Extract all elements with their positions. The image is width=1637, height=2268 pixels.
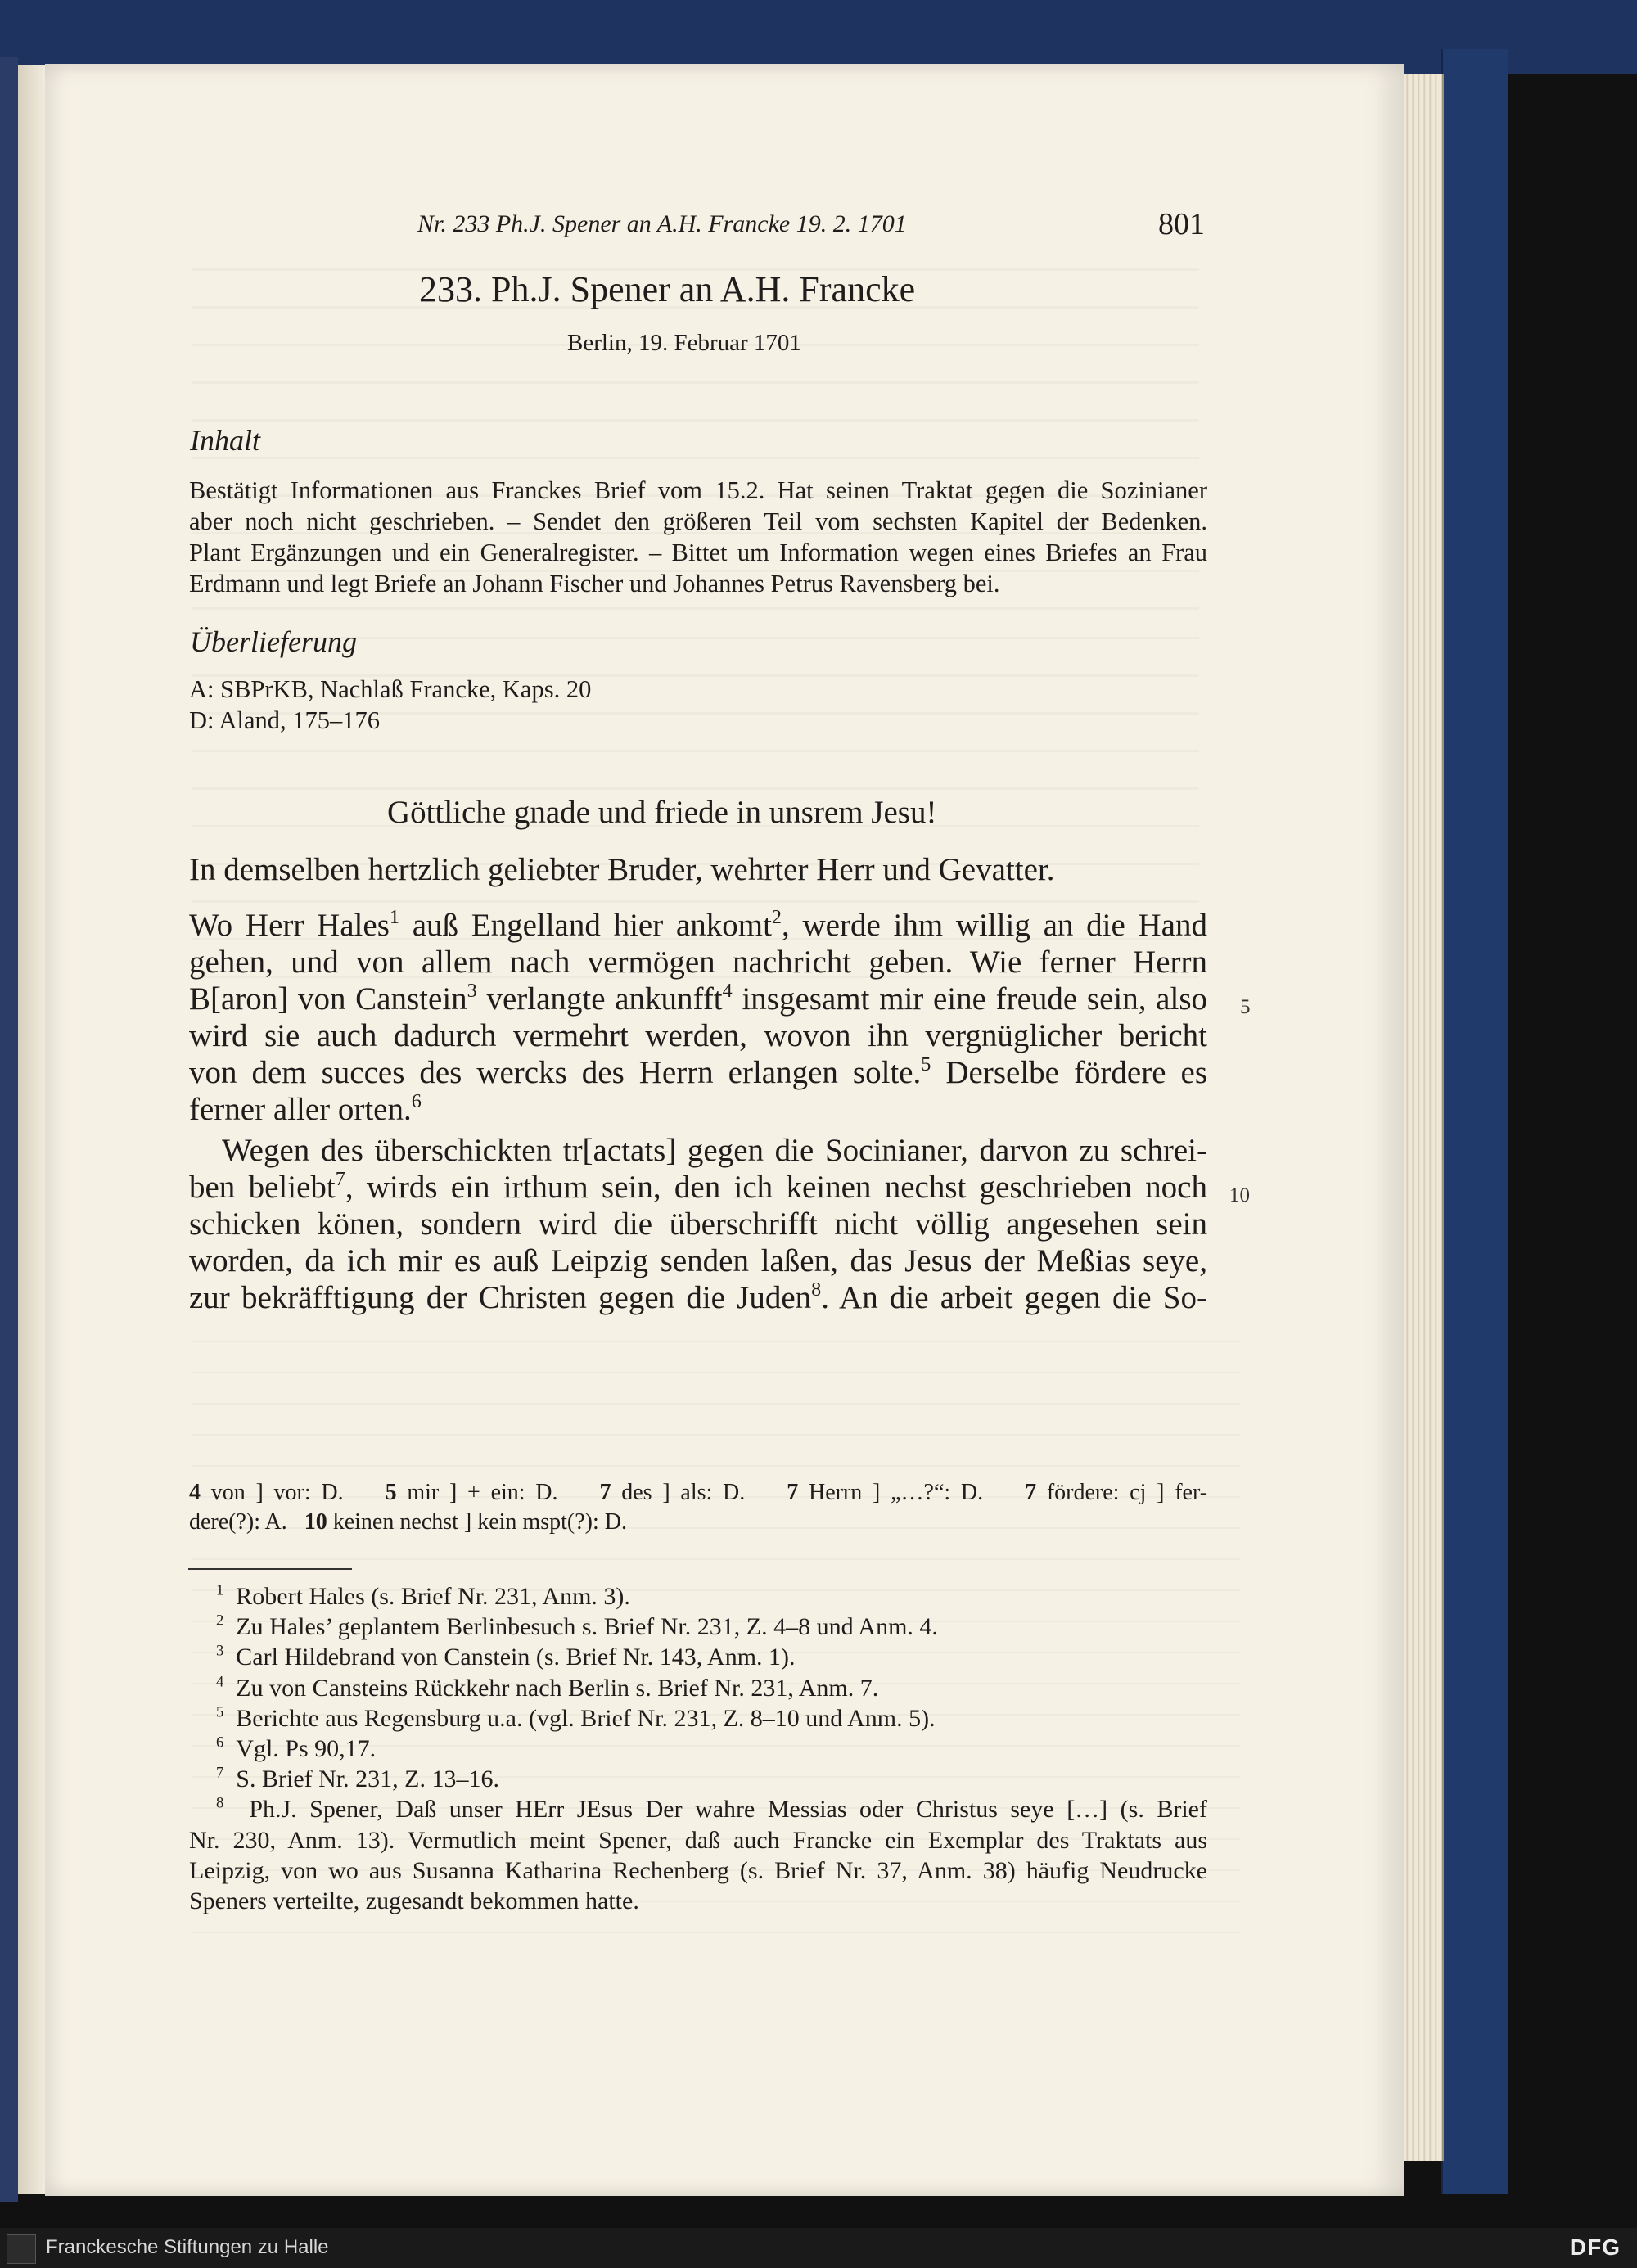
body-line: Wegen des überschickten tr[actats] gegen die Socinianer, darvon zu schrei- (222, 1133, 1207, 1168)
body-line: wird sie auch dadurch vermehrt werden, wovon ihn vergnüglicher bericht (189, 1018, 1207, 1053)
letter-paragraph-2 (189, 1132, 1207, 1316)
salutation: Göttliche gnade und friede in unsrem Jesu! (387, 795, 937, 830)
ueberlieferung-line: D: Aland, 175–176 (189, 706, 380, 734)
footnotes (189, 1581, 1207, 1916)
ueberlieferung-line: A: SBPrKB, Nachlaß Francke, Kaps. 20 (189, 675, 592, 703)
inhalt-line: Plant Ergänzungen und ein Generalregister. – Bittet um Information wegen eines Briefes an Frau (189, 539, 1207, 566)
footnote: $^3$ Carl Hildebrand von Canstein (s. Brief Nr. 143, Anm. 1). (216, 1642, 796, 1671)
inhalt-text (189, 475, 1207, 599)
footnote: $^7$ S. Brief Nr. 231, Z. 13–16. (216, 1764, 499, 1793)
section-heading-ueberlieferung: Überlieferung (190, 625, 357, 658)
body-line: von dem succes des wercks des Herrn erlangen solte.$^5$ Derselbe fördere es (189, 1053, 1207, 1090)
body-line: schicken könen, sondern wird die überschrifft nicht völlig angesehen sein (189, 1206, 1207, 1242)
inhalt-line: Erdmann und legt Briefe an Johann Fischer und Johannes Petrus Ravensberg bei. (189, 570, 1000, 597)
ueberlieferung-text (189, 674, 591, 736)
letter-paragraph-1 (189, 907, 1207, 1128)
margin-line-number: 5 (1240, 996, 1251, 1018)
footnote-ref: 8 (811, 1278, 822, 1301)
footnote-continuation: Nr. 230, Anm. 13). Vermutlich meint Spener, daß auch Francke ein Exemplar des Traktats aus (189, 1826, 1207, 1854)
body-line: B[aron] von Canstein$^3$ verlangte ankunfft$^4$ insgesamt mir eine freude sein, also (189, 980, 1207, 1017)
letter-place-date: Berlin, 19. Februar 1701 (567, 330, 801, 356)
footnote-continuation: Leipzig, von wo aus Susanna Katharina Rechenberg (s. Brief Nr. 37, Anm. 38) häufig Neudrucke (189, 1856, 1207, 1884)
section-heading-inhalt: Inhalt (190, 424, 260, 457)
body-line: gehen, und von allem nach vermögen nachricht geben. Wie ferner Herrn (189, 945, 1207, 980)
footnote: $^8$ Ph.J. Spener, Daß unser HErr JEsus Der wahre Messias oder Christus seye […] (s. Brief (216, 1794, 1207, 1824)
footnote-ref: 2 (771, 906, 782, 929)
footnote: $^5$ Berichte aus Regensburg u.a. (vgl. Brief Nr. 231, Z. 8–10 und Anm. 5). (216, 1703, 936, 1732)
apparatus-line: dere(?): A. 10 keinen nechst ] kein mspt(?): D. (189, 1509, 627, 1535)
footnote-ref: 7 (335, 1168, 345, 1191)
institution-name[interactable]: Franckesche Stiftungen zu Halle (46, 2236, 329, 2258)
viewer-footer (0, 2228, 1637, 2268)
inhalt-line: aber noch nicht geschrieben. – Sendet den größeren Teil vom sechsten Kapitel der Bedenken. (189, 507, 1207, 535)
body-line: zur bekräfftigung der Christen gegen die Juden$^8$. An die arbeit gegen die So- (189, 1278, 1207, 1315)
apparatus-line: 4 von ] vor: D. 5 mir ] + ein: D. 7 des ] als: D. 7 Herrn ] „…?“: D. 7 fördere: cj ] fer- (189, 1480, 1208, 1505)
footnote: $^6$ Vgl. Ps 90,17. (216, 1734, 377, 1763)
body-line: ben beliebt$^7$, wirds ein irthum sein, den ich keinen nechst geschrieben noch (189, 1168, 1207, 1205)
footnote: $^1$ Robert Hales (s. Brief Nr. 231, Anm. 3). (216, 1581, 630, 1610)
page-number: 801 (1158, 207, 1205, 241)
body-line: worden, da ich mir es auß Leipzig senden laßen, das Jesus der Meßias seye, (189, 1243, 1207, 1278)
footnote: $^2$ Zu Hales’ geplantem Berlinbesuch s. Brief Nr. 231, Z. 4–8 und Anm. 4. (216, 1612, 938, 1641)
book-cover-left (0, 57, 18, 2202)
footnote-rule (188, 1568, 352, 1570)
footnote-ref: 6 (411, 1090, 422, 1113)
footnote-ref: 4 (722, 980, 733, 1003)
body-line: ferner aller orten.$^6$ (189, 1090, 422, 1127)
inhalt-line: Bestätigt Informationen aus Franckes Brief vom 15.2. Hat seinen Traktat gegen die Sozinianer (189, 476, 1207, 504)
footnote-ref: 1 (389, 906, 399, 929)
body-line: Wo Herr Hales$^1$ auß Engelland hier ankomt$^2$, werde ihm willig an die Hand (189, 906, 1207, 943)
footnote-ref: 5 (921, 1053, 931, 1076)
book-cover-right (1441, 49, 1508, 2194)
footnote: $^4$ Zu von Cansteins Rückkehr nach Berlin s. Brief Nr. 231, Anm. 7. (216, 1673, 879, 1702)
dfg-logo[interactable]: DFG (1569, 2234, 1621, 2260)
footnote-ref: 3 (467, 980, 477, 1003)
footnote-continuation: Speners verteilte, zugesandt bekommen hatte. (189, 1887, 639, 1915)
running-header: Nr. 233 Ph.J. Spener an A.H. Francke 19. 2. 1701 (417, 210, 907, 237)
critical-apparatus (189, 1480, 1207, 1535)
institution-logo[interactable] (7, 2234, 36, 2264)
margin-line-number: 10 (1229, 1184, 1250, 1206)
address-line: In demselben hertzlich geliebter Bruder, wehrter Herr und Gevatter. (189, 852, 1055, 887)
letter-title: 233. Ph.J. Spener an A.H. Francke (419, 269, 916, 309)
book-cover-top (0, 0, 1637, 74)
